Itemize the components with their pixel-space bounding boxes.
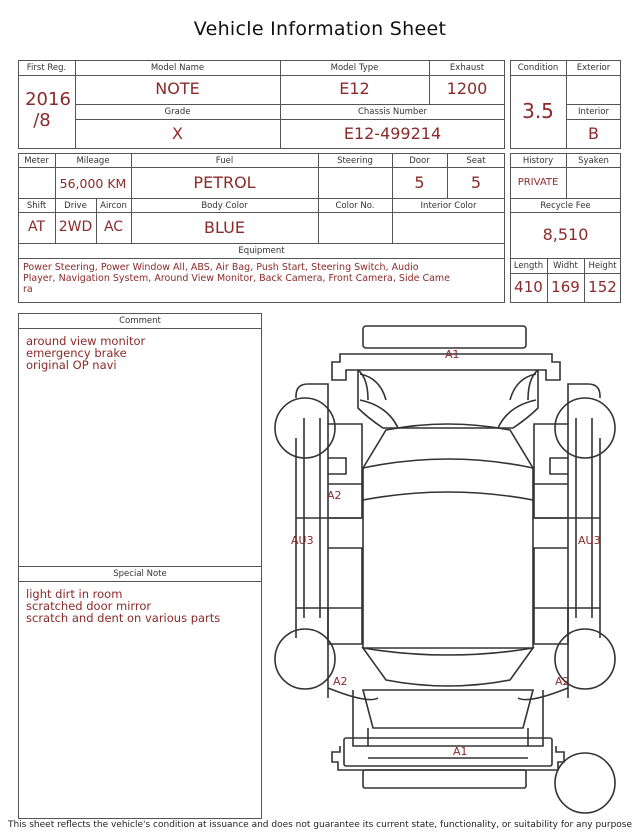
body-color-label: Body Color: [201, 201, 248, 211]
shift-label: Shift: [26, 201, 47, 211]
seat-value: 5: [470, 173, 482, 192]
interior-color-label: Interior Color: [420, 201, 477, 211]
special-note-line-1: light dirt in room: [26, 587, 123, 601]
model-name-label: Model Name: [150, 63, 205, 73]
recycle-fee-value: 8,510: [542, 225, 589, 244]
left-rear-wheel: [275, 629, 335, 689]
mileage-label: Mileage: [76, 156, 110, 166]
length-label: Length: [513, 261, 544, 271]
windshield: [363, 424, 533, 468]
history-value: PRIVATE: [517, 177, 559, 188]
damage-mark-right-rear-quarter: AU3: [578, 534, 601, 547]
special-note-label: Special Note: [113, 569, 167, 579]
height-label: Height: [588, 261, 617, 271]
history-label: History: [522, 156, 554, 166]
syaken-label: Syaken: [578, 156, 609, 166]
seat-label: Seat: [466, 156, 486, 166]
equipment-line-3: ra: [23, 284, 33, 295]
mileage-value: 56,000 KM: [59, 176, 127, 191]
comment-line-2: emergency brake: [26, 346, 127, 360]
body-color-value: BLUE: [204, 218, 245, 237]
special-note-line-3: scratch and dent on various parts: [26, 611, 221, 625]
rear-bar: [363, 770, 526, 788]
shift-value: AT: [27, 219, 46, 235]
equipment-label: Equipment: [238, 246, 285, 256]
grade-label: Grade: [164, 107, 191, 117]
aircon-value: AC: [103, 219, 124, 235]
length-value: 410: [514, 278, 543, 296]
interior-label: Interior: [577, 107, 609, 117]
left-front-wheel: [275, 398, 335, 458]
interior-grade: B: [588, 124, 599, 143]
door-value: 5: [414, 173, 425, 192]
exhaust-label: Exhaust: [449, 63, 485, 73]
spare-tire: [555, 753, 615, 813]
footer-disclaimer: This sheet reflects the vehicle's condition at issuance and does not guarantee its current state, functionality, or suitability for any purpose: [7, 820, 633, 830]
first-reg-year: 2016: [25, 89, 71, 110]
rear-window: [363, 648, 533, 686]
color-no-label: Color No.: [335, 201, 375, 211]
roof: [363, 500, 533, 648]
car-damage-diagram: [268, 318, 628, 816]
steering-label: Steering: [337, 156, 373, 166]
first-reg-month: /8: [33, 110, 51, 131]
chassis-number: E12-499214: [343, 124, 442, 143]
damage-mark-left-rear: A2: [333, 675, 348, 688]
equipment-line-2: Player, Navigation System, Around View Monitor, Back Camera, Front Camera, Side Came: [23, 273, 451, 284]
front-bumper: [363, 326, 526, 348]
comment-line-1: around view monitor: [26, 334, 146, 348]
rear-bumper: [344, 738, 552, 766]
meter-label: Meter: [24, 156, 49, 166]
grade-value: X: [172, 124, 183, 143]
aircon-label: Aircon: [100, 201, 127, 211]
comment-line-3: original OP navi: [26, 358, 117, 372]
damage-mark-front: A1: [445, 348, 460, 361]
model-name: NOTE: [155, 79, 200, 98]
special-note-line-2: scratched door mirror: [26, 599, 152, 613]
fuel-value: PETROL: [193, 173, 256, 192]
height-value: 152: [588, 278, 617, 296]
damage-mark-rear: A1: [453, 745, 468, 758]
right-front-wheel: [555, 398, 615, 458]
model-type-label: Model Type: [330, 63, 379, 73]
condition-score: 3.5: [522, 99, 554, 123]
first-reg-label: First Reg.: [26, 63, 67, 73]
right-body-side: [568, 384, 600, 424]
width-value: 169: [551, 278, 580, 296]
model-type: E12: [339, 79, 370, 98]
tailgate: [363, 690, 533, 728]
door-label: Door: [409, 156, 430, 166]
exhaust-value: 1200: [446, 79, 488, 98]
condition-label: Condition: [517, 63, 559, 73]
comment-label: Comment: [119, 316, 161, 326]
damage-mark-right-rear: A2: [555, 675, 570, 688]
equipment-line-1: Power Steering, Power Window All, ABS, Air Bag, Push Start, Steering Switch, Audio: [23, 262, 419, 273]
exterior-label: Exterior: [576, 63, 611, 73]
chassis-label: Chassis Number: [357, 107, 428, 117]
fuel-label: Fuel: [215, 156, 234, 166]
recycle-fee-label: Recycle Fee: [540, 201, 591, 211]
page-title: Vehicle Information Sheet: [193, 18, 447, 40]
damage-mark-left-side: A2: [327, 489, 342, 502]
drive-value: 2WD: [58, 219, 93, 235]
drive-label: Drive: [64, 201, 87, 211]
damage-mark-left-rear-quarter: AU3: [291, 534, 314, 547]
width-label: Widht: [553, 261, 578, 271]
